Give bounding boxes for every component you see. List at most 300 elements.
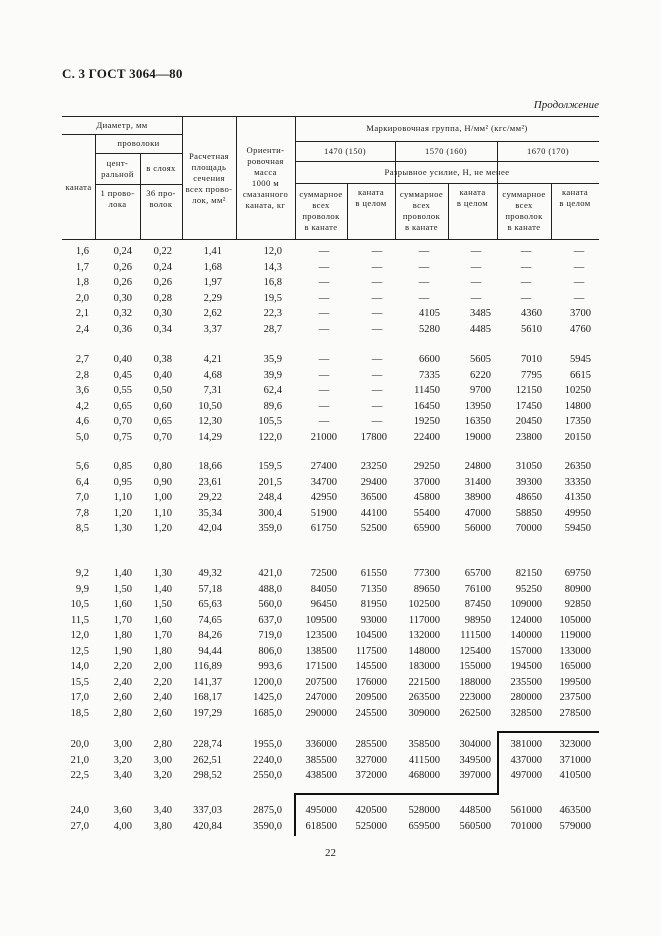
cell-rope-diameter: 17,0 bbox=[70, 692, 89, 704]
cell-rope-1570: 560500 bbox=[459, 820, 491, 832]
cell-total-1670: 701000 bbox=[510, 820, 542, 832]
cell-central-wire: 2,80 bbox=[113, 707, 132, 719]
cell-layer-wire: 0,26 bbox=[153, 277, 172, 289]
cell-total-1670: 235500 bbox=[510, 676, 542, 688]
boundary-upper-vertical bbox=[497, 731, 499, 795]
cell-rope-diameter: 12,0 bbox=[70, 630, 89, 642]
cell-area: 197,29 bbox=[193, 707, 222, 719]
cell-total-1470: 61750 bbox=[310, 523, 337, 535]
cell-central-wire: 1,90 bbox=[113, 646, 132, 657]
cell-central-wire: 1,50 bbox=[113, 583, 132, 595]
cell-rope-1570: 3485 bbox=[470, 308, 491, 320]
cell-total-1570: 22400 bbox=[413, 432, 440, 443]
cell-rope-1570: — bbox=[470, 277, 482, 289]
cell-rope-diameter: 11,5 bbox=[71, 614, 89, 626]
cell-rope-diameter: 27,0 bbox=[70, 820, 89, 832]
header-grade-1670: 1670 (170) bbox=[527, 145, 569, 156]
header-total-1470: суммарное всех проволок в канате bbox=[299, 189, 343, 232]
cell-rope-diameter: 8,5 bbox=[75, 523, 89, 535]
header-central: цент- ральной bbox=[101, 157, 134, 179]
cell-total-1570: 263500 bbox=[408, 692, 440, 704]
cell-area: 35,34 bbox=[198, 507, 222, 519]
cell-mass: 1425,0 bbox=[253, 692, 282, 704]
cell-central-wire: 0,24 bbox=[113, 246, 132, 257]
cell-layer-wire: 1,20 bbox=[153, 523, 172, 535]
cell-mass: 14,3 bbox=[263, 261, 282, 273]
cell-layer-wire: 1,30 bbox=[153, 568, 172, 579]
cell-total-1570: 659500 bbox=[408, 820, 440, 832]
table-row bbox=[62, 244, 599, 259]
cell-total-1570: — bbox=[418, 277, 430, 289]
cell-rope-1670: 92850 bbox=[564, 599, 591, 611]
cell-rope-diameter: 20,0 bbox=[70, 739, 89, 750]
cell-layer-wire: 1,00 bbox=[153, 492, 172, 504]
cell-rope-1470: 285500 bbox=[355, 739, 387, 750]
cell-rope-1670: 14800 bbox=[564, 400, 591, 412]
cell-mass: 1955,0 bbox=[253, 739, 282, 750]
cell-total-1570: 183000 bbox=[408, 661, 440, 672]
cell-total-1670: 12150 bbox=[515, 385, 542, 397]
cell-central-wire: 1,20 bbox=[113, 507, 132, 519]
table-row bbox=[62, 628, 599, 643]
cell-rope-1570: 98950 bbox=[464, 614, 491, 626]
cell-rope-1570: — bbox=[470, 246, 482, 257]
cell-rope-diameter: 22,5 bbox=[70, 770, 89, 782]
cell-total-1670: 5610 bbox=[521, 324, 542, 335]
cell-mass: 35,9 bbox=[263, 354, 282, 365]
cell-total-1570: 7335 bbox=[419, 369, 440, 381]
cell-rope-diameter: 15,5 bbox=[70, 676, 89, 688]
cell-area: 14,29 bbox=[198, 432, 222, 443]
cell-central-wire: 0,65 bbox=[113, 400, 132, 412]
header-rope-1470: каната в целом bbox=[355, 187, 387, 208]
cell-mass: 421,0 bbox=[258, 568, 282, 579]
cell-layer-wire: 0,80 bbox=[153, 461, 172, 472]
cell-rope-diameter: 5,6 bbox=[75, 461, 89, 472]
cell-rope-1670: — bbox=[573, 246, 585, 257]
cell-total-1570: 358500 bbox=[408, 739, 440, 750]
table-row bbox=[62, 521, 599, 536]
cell-total-1570: 29250 bbox=[413, 461, 440, 472]
cell-layer-wire: 2,40 bbox=[153, 692, 172, 704]
cell-rope-1470: 104500 bbox=[355, 630, 387, 642]
cell-total-1470: 51900 bbox=[310, 507, 337, 519]
cell-total-1470: — bbox=[318, 277, 330, 289]
table-row bbox=[62, 291, 599, 306]
header-one-wire: 1 прово- лока bbox=[100, 188, 135, 209]
table-row bbox=[62, 322, 599, 337]
cell-total-1470: 438500 bbox=[305, 770, 337, 782]
cell-rope-diameter: 2,1 bbox=[75, 308, 89, 320]
cell-rope-diameter: 2,0 bbox=[75, 292, 89, 304]
cell-layer-wire: 1,80 bbox=[153, 646, 172, 657]
cell-central-wire: 4,00 bbox=[113, 820, 132, 832]
table-row bbox=[62, 490, 599, 505]
cell-rope-1570: 5605 bbox=[470, 354, 491, 365]
cell-layer-wire: 3,00 bbox=[153, 754, 172, 766]
cell-central-wire: 0,40 bbox=[113, 354, 132, 365]
cell-rope-1470: 209500 bbox=[355, 692, 387, 704]
cell-rope-1670: — bbox=[573, 292, 585, 304]
cell-central-wire: 1,80 bbox=[113, 630, 132, 642]
cell-rope-1670: 105000 bbox=[559, 614, 591, 626]
header-breaking-force: Разрывное усилие, Н, не менее bbox=[384, 166, 510, 177]
table-header bbox=[62, 116, 599, 240]
cell-total-1470: — bbox=[318, 308, 330, 320]
cell-rope-1470: — bbox=[371, 308, 383, 320]
cell-layer-wire: 1,70 bbox=[153, 630, 172, 642]
cell-total-1470: — bbox=[318, 324, 330, 335]
cell-rope-1670: 323000 bbox=[559, 739, 591, 750]
cell-area: 74,65 bbox=[198, 614, 222, 626]
cell-total-1570: 55400 bbox=[413, 507, 440, 519]
cell-area: 168,17 bbox=[193, 692, 222, 704]
cell-central-wire: 0,36 bbox=[113, 324, 132, 335]
cell-rope-1570: 155000 bbox=[459, 661, 491, 672]
cell-rope-1570: 38900 bbox=[464, 492, 491, 504]
cell-central-wire: 1,70 bbox=[113, 614, 132, 626]
cell-total-1670: 140000 bbox=[510, 630, 542, 642]
cell-rope-diameter: 10,5 bbox=[70, 599, 89, 611]
header-thirty-six: 36 про- волок bbox=[146, 188, 176, 209]
cell-layer-wire: 0,30 bbox=[153, 308, 172, 320]
cell-total-1670: 7010 bbox=[521, 354, 542, 365]
header-grade-group: Маркировочная группа, Н/мм² (кгс/мм²) bbox=[366, 123, 528, 133]
header-area: Расчетная площадь сечения всех прово- лок, мм² bbox=[185, 150, 233, 205]
cell-total-1670: 124000 bbox=[510, 614, 542, 626]
cell-total-1470: — bbox=[318, 354, 330, 365]
cell-rope-1470: 93000 bbox=[360, 614, 387, 626]
cell-central-wire: 0,45 bbox=[113, 369, 132, 381]
cell-rope-1470: — bbox=[371, 277, 383, 289]
cell-total-1670: 20450 bbox=[515, 416, 542, 428]
cell-rope-1670: 165000 bbox=[559, 661, 591, 672]
cell-total-1670: 109000 bbox=[510, 599, 542, 611]
cell-area: 94,44 bbox=[198, 646, 222, 657]
header-rope-1670: каната в целом bbox=[559, 187, 591, 208]
cell-total-1570: 528000 bbox=[408, 805, 440, 816]
cell-total-1670: 58850 bbox=[515, 507, 542, 519]
cell-mass: 560,0 bbox=[258, 599, 282, 611]
cell-central-wire: 0,75 bbox=[113, 432, 132, 443]
cell-rope-diameter: 3,6 bbox=[75, 385, 89, 397]
cell-total-1570: 4105 bbox=[419, 308, 440, 320]
cell-total-1670: 82150 bbox=[515, 568, 542, 579]
cell-total-1670: 157000 bbox=[510, 646, 542, 657]
cell-total-1570: — bbox=[418, 246, 430, 257]
cell-central-wire: 1,30 bbox=[113, 523, 132, 535]
cell-total-1570: 16450 bbox=[413, 400, 440, 412]
table-row bbox=[62, 399, 599, 414]
cell-rope-1570: 349500 bbox=[459, 754, 491, 766]
cell-mass: 2550,0 bbox=[253, 770, 282, 782]
cell-total-1470: 138500 bbox=[305, 646, 337, 657]
cell-rope-diameter: 4,2 bbox=[75, 400, 89, 412]
cell-central-wire: 2,40 bbox=[113, 676, 132, 688]
cell-area: 1,41 bbox=[203, 246, 222, 257]
cell-layer-wire: 1,10 bbox=[153, 507, 172, 519]
cell-total-1470: — bbox=[318, 416, 330, 428]
cell-layer-wire: 0,40 bbox=[153, 369, 172, 381]
continued-label: Продолжение bbox=[533, 99, 599, 111]
cell-total-1570: — bbox=[418, 261, 430, 273]
cell-rope-1470: 176000 bbox=[355, 676, 387, 688]
cell-total-1470: 123500 bbox=[305, 630, 337, 642]
boundary-step bbox=[294, 793, 499, 795]
cell-rope-1470: 23250 bbox=[360, 461, 387, 472]
table-row bbox=[62, 306, 599, 321]
cell-rope-1670: 49950 bbox=[564, 507, 591, 519]
cell-total-1470: — bbox=[318, 400, 330, 412]
cell-rope-1570: 188000 bbox=[459, 676, 491, 688]
cell-rope-1670: 579000 bbox=[559, 820, 591, 832]
cell-rope-diameter: 7,8 bbox=[75, 507, 89, 519]
cell-rope-1470: — bbox=[371, 354, 383, 365]
cell-layer-wire: 0,60 bbox=[153, 400, 172, 412]
cell-mass: 1200,0 bbox=[253, 676, 282, 688]
cell-rope-1670: 119000 bbox=[559, 630, 591, 642]
cell-rope-diameter: 2,4 bbox=[75, 324, 89, 335]
cell-layer-wire: 2,60 bbox=[153, 707, 172, 719]
cell-total-1670: 280000 bbox=[510, 692, 542, 704]
cell-rope-1470: 145500 bbox=[355, 661, 387, 672]
cell-total-1470: 618500 bbox=[305, 820, 337, 832]
cell-central-wire: 1,40 bbox=[113, 568, 132, 579]
cell-rope-1470: 117500 bbox=[355, 646, 387, 657]
cell-rope-1570: 4485 bbox=[470, 324, 491, 335]
table-row bbox=[62, 659, 599, 674]
cell-mass: 2875,0 bbox=[253, 805, 282, 816]
cell-mass: 39,9 bbox=[263, 369, 282, 381]
cell-layer-wire: 1,40 bbox=[153, 583, 172, 595]
cell-layer-wire: 0,24 bbox=[153, 261, 172, 273]
cell-rope-diameter: 14,0 bbox=[70, 661, 89, 672]
cell-rope-diameter: 1,8 bbox=[75, 277, 89, 289]
cell-rope-1570: 304000 bbox=[459, 739, 491, 750]
cell-rope-1570: 125400 bbox=[459, 646, 491, 657]
table-row bbox=[62, 675, 599, 690]
cell-rope-1670: 17350 bbox=[564, 416, 591, 428]
cell-rope-1470: — bbox=[371, 385, 383, 397]
cell-mass: 12,0 bbox=[263, 246, 282, 257]
table-row bbox=[62, 414, 599, 429]
cell-rope-1570: 397000 bbox=[459, 770, 491, 782]
cell-rope-1670: 237500 bbox=[559, 692, 591, 704]
cell-rope-1570: 65700 bbox=[464, 568, 491, 579]
cell-total-1570: 309000 bbox=[408, 707, 440, 719]
cell-rope-1570: 6220 bbox=[470, 369, 491, 381]
cell-rope-1470: 36500 bbox=[360, 492, 387, 504]
cell-mass: 248,4 bbox=[258, 492, 282, 504]
cell-rope-1670: 133000 bbox=[559, 646, 591, 657]
cell-rope-1470: 327000 bbox=[355, 754, 387, 766]
cell-total-1570: 45800 bbox=[413, 492, 440, 504]
cell-rope-1470: 61550 bbox=[360, 568, 387, 579]
cell-central-wire: 3,40 bbox=[113, 770, 132, 782]
cell-layer-wire: 0,38 bbox=[153, 354, 172, 365]
cell-central-wire: 3,60 bbox=[113, 805, 132, 816]
cell-rope-1570: 76100 bbox=[464, 583, 491, 595]
cell-rope-diameter: 5,0 bbox=[75, 432, 89, 443]
cell-total-1670: 70000 bbox=[515, 523, 542, 535]
cell-area: 2,62 bbox=[203, 308, 222, 320]
cell-mass: 2240,0 bbox=[253, 754, 282, 766]
cell-area: 18,66 bbox=[198, 461, 222, 472]
rule-bottom bbox=[62, 239, 599, 240]
cell-rope-1670: 10250 bbox=[564, 385, 591, 397]
cell-mass: 105,5 bbox=[258, 416, 282, 428]
cell-mass: 488,0 bbox=[258, 583, 282, 595]
cell-area: 84,26 bbox=[198, 630, 222, 642]
cell-rope-1670: 33350 bbox=[564, 476, 591, 488]
cell-central-wire: 0,26 bbox=[113, 261, 132, 273]
cell-rope-1570: 24800 bbox=[464, 461, 491, 472]
cell-area: 4,68 bbox=[203, 369, 222, 381]
cell-area: 298,52 bbox=[193, 770, 222, 782]
cell-total-1570: 117000 bbox=[408, 614, 440, 626]
cell-total-1470: — bbox=[318, 292, 330, 304]
cell-total-1670: 437000 bbox=[510, 754, 542, 766]
table-row bbox=[62, 475, 599, 490]
cell-rope-1570: 448500 bbox=[459, 805, 491, 816]
cell-total-1570: 89650 bbox=[413, 583, 440, 595]
cell-rope-1570: 47000 bbox=[464, 507, 491, 519]
cell-area: 141,37 bbox=[193, 676, 222, 688]
cell-layer-wire: 3,80 bbox=[153, 820, 172, 832]
cell-total-1570: 5280 bbox=[419, 324, 440, 335]
header-rope: каната bbox=[65, 181, 92, 192]
header-grade-1570: 1570 (160) bbox=[425, 145, 467, 156]
cell-layer-wire: 0,65 bbox=[153, 416, 172, 428]
cell-total-1670: 17450 bbox=[515, 400, 542, 412]
cell-total-1570: 102500 bbox=[408, 599, 440, 611]
cell-total-1670: — bbox=[520, 292, 532, 304]
cell-rope-1570: 87450 bbox=[464, 599, 491, 611]
cell-layer-wire: 2,20 bbox=[153, 676, 172, 688]
cell-rope-diameter: 6,4 bbox=[75, 476, 89, 488]
header-total-1670: суммарное всех проволок в канате bbox=[502, 189, 546, 232]
cell-rope-diameter: 7,0 bbox=[75, 492, 89, 504]
cell-mass: 159,5 bbox=[258, 461, 282, 472]
cell-central-wire: 3,20 bbox=[113, 754, 132, 766]
cell-total-1570: 11450 bbox=[414, 385, 440, 397]
cell-rope-1670: 278500 bbox=[559, 707, 591, 719]
cell-central-wire: 0,32 bbox=[113, 308, 132, 320]
cell-layer-wire: 0,90 bbox=[153, 476, 172, 488]
table-row bbox=[62, 352, 599, 367]
cell-total-1470: 247000 bbox=[305, 692, 337, 704]
cell-rope-1670: — bbox=[573, 277, 585, 289]
cell-rope-diameter: 12,5 bbox=[70, 646, 89, 657]
cell-total-1670: 4360 bbox=[521, 308, 542, 320]
cell-rope-1570: 111500 bbox=[460, 630, 491, 642]
cell-area: 57,18 bbox=[198, 583, 222, 595]
cell-rope-1470: 71350 bbox=[360, 583, 387, 595]
cell-area: 337,03 bbox=[193, 805, 222, 816]
cell-layer-wire: 3,20 bbox=[153, 770, 172, 782]
cell-total-1670: 39300 bbox=[515, 476, 542, 488]
cell-rope-1670: 69750 bbox=[564, 568, 591, 579]
cell-area: 23,61 bbox=[198, 476, 222, 488]
cell-total-1470: — bbox=[318, 385, 330, 397]
cell-rope-1570: 223000 bbox=[459, 692, 491, 704]
cell-total-1470: 495000 bbox=[305, 805, 337, 816]
table-row bbox=[62, 819, 599, 834]
cell-central-wire: 3,00 bbox=[113, 739, 132, 750]
cell-total-1570: 411500 bbox=[408, 754, 440, 766]
cell-total-1570: 19250 bbox=[413, 416, 440, 428]
cell-central-wire: 0,30 bbox=[113, 292, 132, 304]
cell-mass: 3590,0 bbox=[253, 820, 282, 832]
table-row bbox=[62, 275, 599, 290]
cell-rope-diameter: 1,7 bbox=[75, 261, 89, 273]
cell-area: 29,22 bbox=[198, 492, 222, 504]
cell-mass: 1685,0 bbox=[253, 707, 282, 719]
cell-total-1670: 328500 bbox=[510, 707, 542, 719]
cell-area: 228,74 bbox=[193, 739, 222, 750]
cell-area: 7,31 bbox=[203, 385, 222, 397]
cell-mass: 62,4 bbox=[263, 385, 282, 397]
cell-total-1570: 148000 bbox=[408, 646, 440, 657]
cell-area: 42,04 bbox=[198, 523, 222, 535]
cell-total-1570: — bbox=[418, 292, 430, 304]
cell-mass: 22,3 bbox=[263, 308, 282, 320]
cell-rope-1670: 463500 bbox=[559, 805, 591, 816]
cell-rope-diameter: 1,6 bbox=[75, 246, 89, 257]
cell-total-1570: 77300 bbox=[413, 568, 440, 579]
cell-rope-diameter: 2,7 bbox=[75, 354, 89, 365]
cell-rope-1670: 410500 bbox=[559, 770, 591, 782]
cell-total-1470: 72500 bbox=[310, 568, 337, 579]
page-header: С. 3 ГОСТ 3064—80 bbox=[62, 66, 183, 81]
cell-central-wire: 2,20 bbox=[113, 661, 132, 672]
cell-rope-1570: — bbox=[470, 261, 482, 273]
cell-central-wire: 0,55 bbox=[113, 385, 132, 397]
header-rope-1570: каната в целом bbox=[456, 187, 489, 208]
table-row bbox=[62, 768, 599, 783]
cell-rope-diameter: 2,8 bbox=[75, 369, 89, 381]
cell-total-1470: — bbox=[318, 369, 330, 381]
cell-total-1670: — bbox=[520, 277, 532, 289]
cell-area: 1,68 bbox=[203, 261, 222, 273]
cell-rope-1470: — bbox=[371, 400, 383, 412]
table-row bbox=[62, 506, 599, 521]
cell-mass: 719,0 bbox=[258, 630, 282, 642]
cell-total-1470: 34700 bbox=[310, 476, 337, 488]
cell-total-1470: 171500 bbox=[305, 661, 337, 672]
boundary-top bbox=[497, 731, 599, 733]
cell-central-wire: 0,95 bbox=[113, 476, 132, 488]
cell-central-wire: 0,70 bbox=[113, 416, 132, 428]
header-total-1570: суммарное всех проволок в канате bbox=[399, 189, 444, 232]
cell-total-1670: 48650 bbox=[515, 492, 542, 504]
cell-mass: 806,0 bbox=[258, 646, 282, 657]
cell-rope-1470: 17800 bbox=[360, 432, 387, 443]
cell-total-1470: 385500 bbox=[305, 754, 337, 766]
table-row bbox=[62, 753, 599, 768]
cell-mass: 201,5 bbox=[258, 476, 282, 488]
cell-total-1670: 23800 bbox=[515, 432, 542, 443]
cell-area: 3,37 bbox=[203, 324, 222, 335]
table-row bbox=[62, 459, 599, 474]
cell-total-1670: — bbox=[520, 261, 532, 273]
cell-rope-1670: 59450 bbox=[564, 523, 591, 535]
table-row bbox=[62, 368, 599, 383]
cell-central-wire: 0,85 bbox=[113, 461, 132, 472]
cell-total-1570: 6600 bbox=[419, 354, 440, 365]
header-in-layers: в слоях bbox=[146, 163, 176, 173]
table-row bbox=[62, 597, 599, 612]
